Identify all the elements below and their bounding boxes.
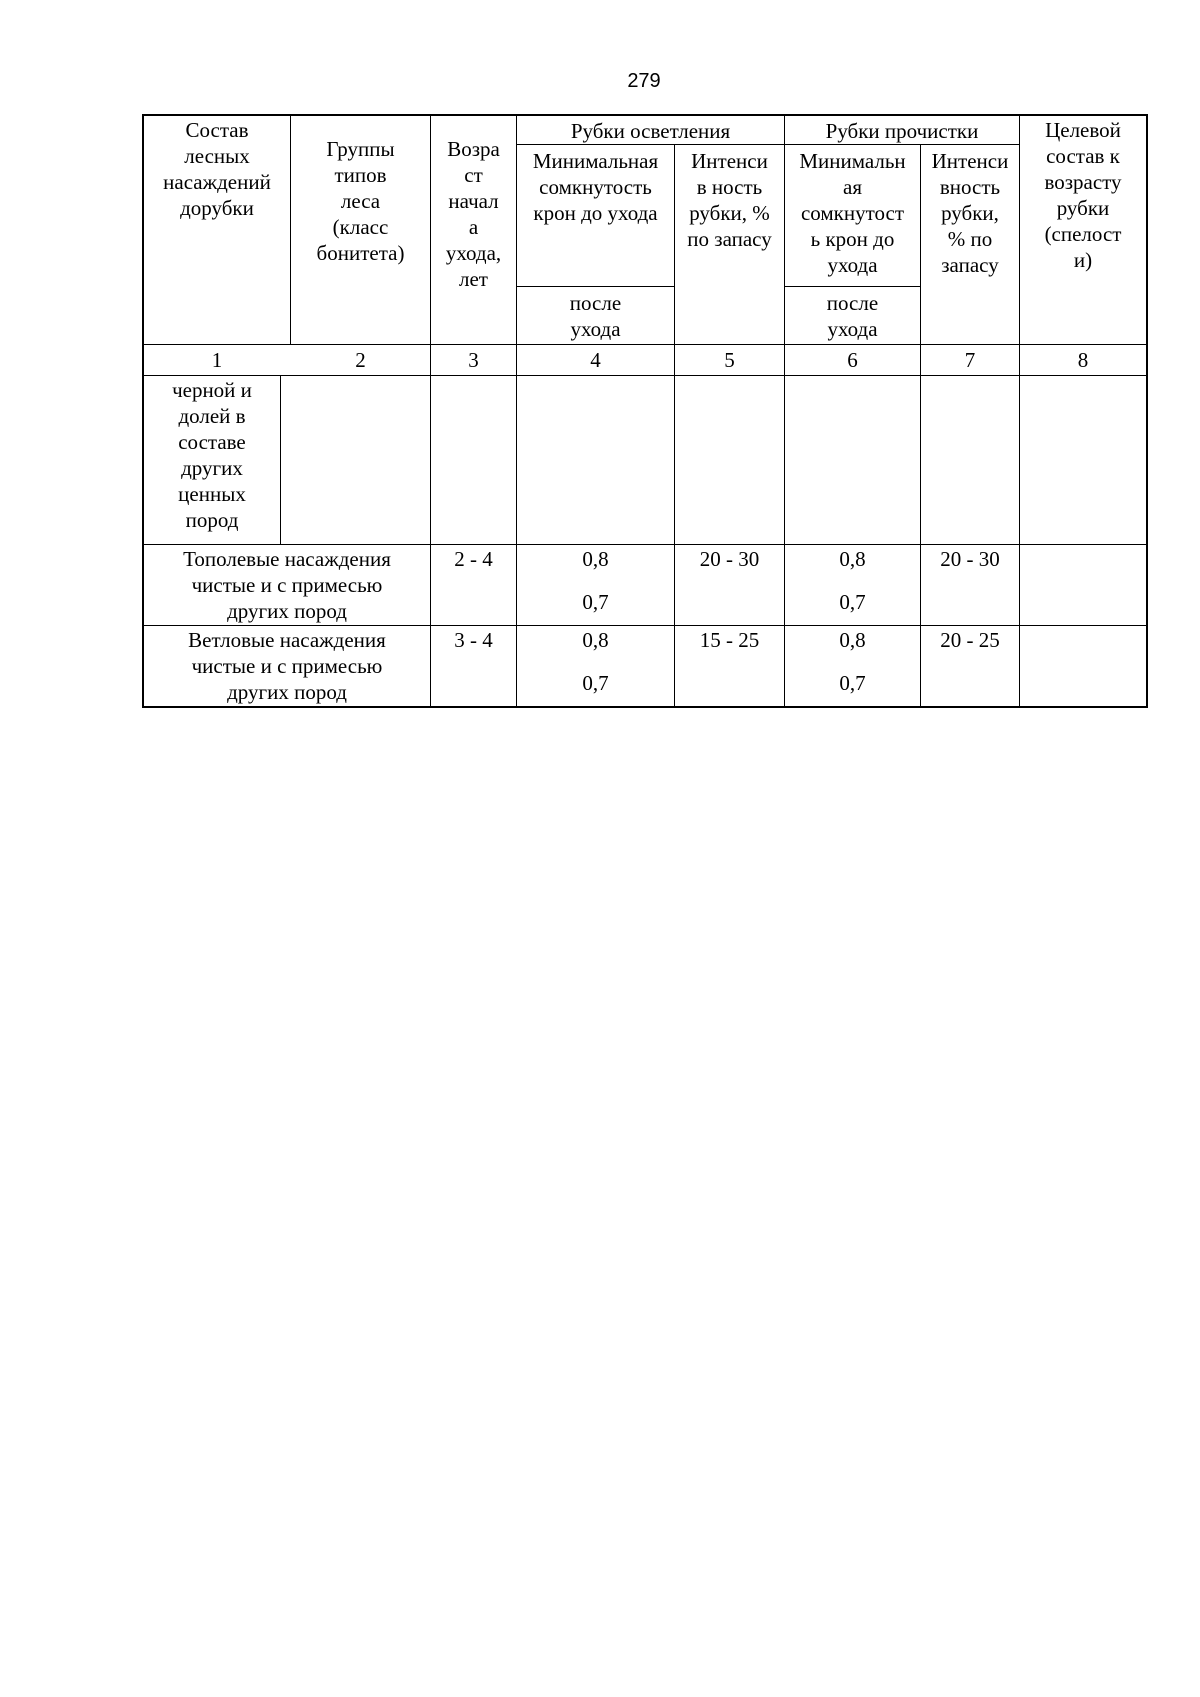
column-number: 4 [590,348,601,372]
header-cleaning-after: после ухода [826,291,879,341]
column-number: 3 [468,348,479,372]
row-cleaning-intensity: 20 - 30 [940,547,1000,571]
column-number: 6 [847,348,858,372]
table-line [784,286,920,287]
row-cleaning-closure-before: 0,8 [839,547,866,571]
header-target-composition: Целевой состав к возрасту рубки (спелост и) [1044,118,1122,272]
row-lightening-closure-after: 0,7 [582,590,609,614]
row-start-age: 3 - 4 [454,628,493,652]
column-number: 2 [355,348,366,372]
row-lightening-closure-before: 0,8 [582,628,609,652]
header-lightening-min-closure: Минимальная сомкнутость крон до ухода [532,149,659,225]
table-border-top [142,114,1148,116]
row-species-composition: Тополевые насаждения чистые и с примесью других пород [183,547,391,623]
row-lightening-closure-after: 0,7 [582,671,609,695]
header-lightening-cuttings: Рубки осветления [570,119,731,143]
row-lightening-intensity: 15 - 25 [699,628,760,652]
table-line [142,344,1148,345]
row-start-age: 2 - 4 [454,547,493,571]
row-lightening-intensity: 20 - 30 [699,547,760,571]
header-lightening-after: после ухода [569,291,622,341]
table-line [280,375,281,544]
row-cleaning-closure-after: 0,7 [839,671,866,695]
column-number: 5 [724,348,735,372]
header-lightening-intensity: Интенси в ность рубки, % по запасу [687,149,772,251]
page-number: 279 [627,70,661,92]
header-forest-type-groups: Группы типов леса (класс бонитета) [316,137,405,265]
row-cleaning-intensity: 20 - 25 [940,628,1000,652]
row-lightening-closure-before: 0,8 [582,547,609,571]
table-line [142,375,1148,376]
header-start-age: Возра ст начал а ухода, лет [445,137,502,291]
table-border-right [1146,114,1148,708]
header-cleaning-min-closure: Минимальн ая сомкнутост ь крон до ухода [799,149,906,277]
column-number: 7 [964,348,976,372]
table-border-bottom [142,706,1148,708]
table-line [516,286,674,287]
table-line [142,544,1148,545]
table-line [142,625,1148,626]
column-number: 8 [1077,348,1089,372]
table-line [516,144,1019,145]
row-cleaning-closure-before: 0,8 [839,628,866,652]
header-cleaning-cuttings: Рубки прочистки [825,119,979,143]
row-species-composition: черной и долей в составе других ценных пород [172,378,252,532]
row-cleaning-closure-after: 0,7 [839,590,866,614]
header-cleaning-intensity: Интенси вность рубки, % по запасу [931,149,1009,277]
row-species-composition: Ветловые насаждения чистые и с примесью других пород [188,628,386,704]
header-composition: Состав лесных насаждений дорубки [163,118,271,220]
column-number: 1 [211,348,223,372]
